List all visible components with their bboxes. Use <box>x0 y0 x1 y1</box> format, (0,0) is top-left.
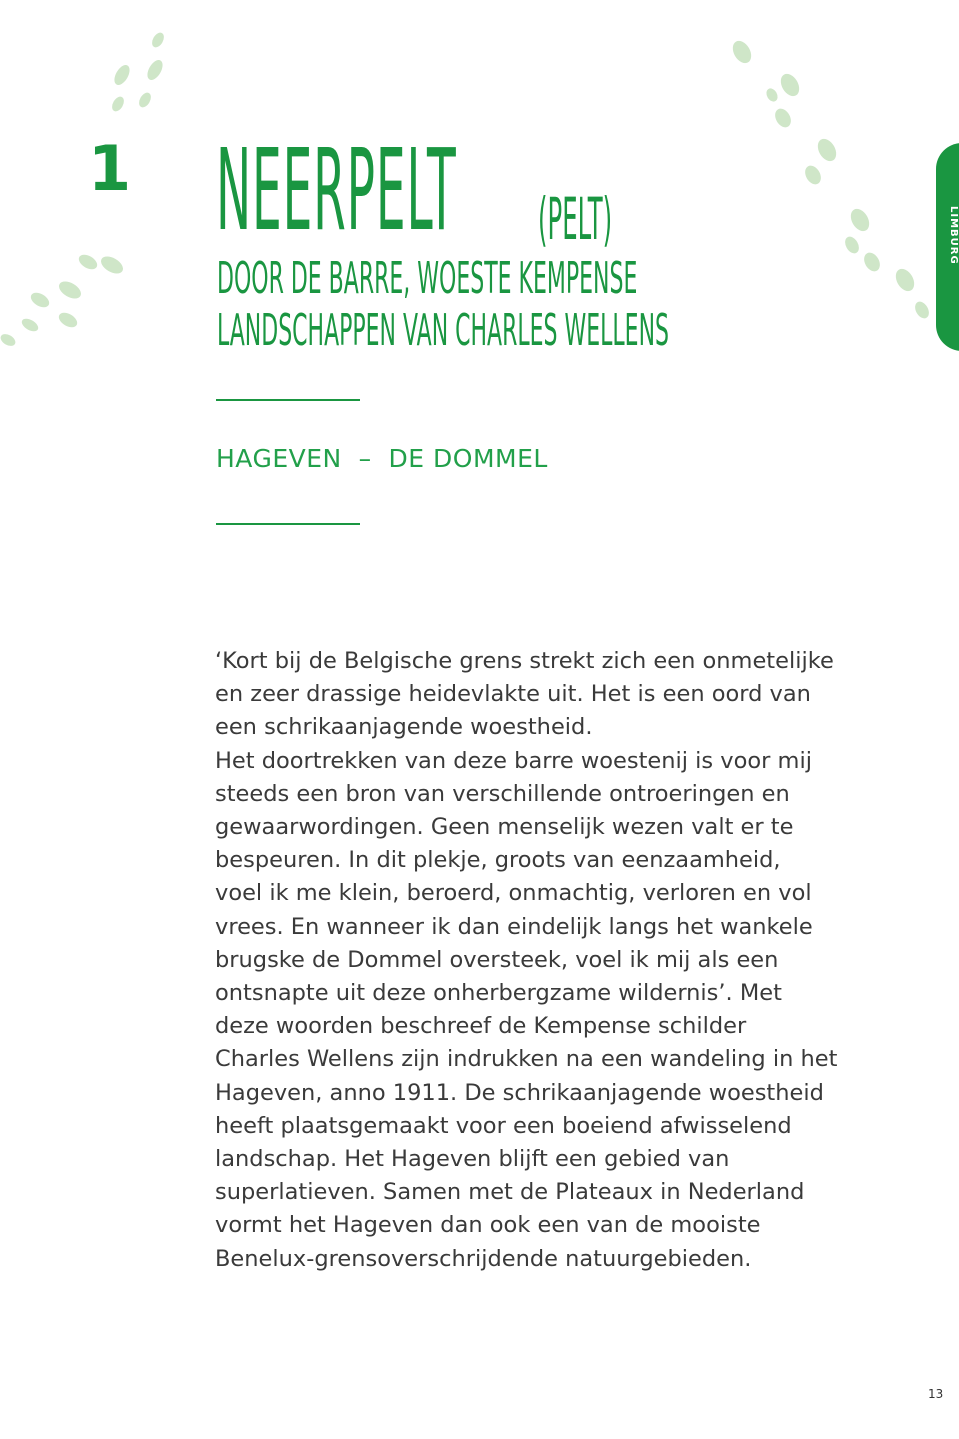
body-line: gewaarwordingen. Geen menselijk wezen valt er te <box>215 814 794 841</box>
body-line: en zeer drassige heidevlakte uit. Het is een oord van <box>215 681 811 708</box>
body-line: Benelux-grensoverschrijdende natuurgebieden. <box>215 1245 752 1272</box>
chapter-number: 1 <box>88 132 132 205</box>
page-number: 13 <box>928 1387 944 1401</box>
page-title-block <box>216 126 789 256</box>
subtitle-line: DOOR DE BARRE, WOESTE KEMPENSE <box>217 253 638 304</box>
subtitle <box>217 253 669 357</box>
page-title-suffix: (PELT) <box>538 185 613 253</box>
page-title: NEERPELT <box>216 126 457 256</box>
body-line: Het doortrekken van deze barre woestenij is voor mij <box>215 747 812 774</box>
side-tab-label: LIMBURG <box>948 206 959 265</box>
body-line: ‘Kort bij de Belgische grens strekt zich een onmetelijke <box>215 648 834 674</box>
body-line: vormt het Hageven dan ook een van de mooiste <box>215 1212 761 1239</box>
body-line: Charles Wellens zijn indrukken na een wandeling in het <box>215 1046 838 1073</box>
body-line: een schrikaanjagende woestheid. <box>215 714 593 741</box>
body-line: ontsnapte uit deze onherbergzame wildernis’. Met <box>215 980 782 1007</box>
divider-bottom <box>216 523 360 525</box>
subtitle-line: LANDSCHAPPEN VAN CHARLES WELLENS <box>217 305 669 356</box>
body-line: landschap. Het Hageven blijft een gebied van <box>215 1146 730 1173</box>
body-line: voel ik me klein, beroerd, onmachtig, verloren en vol <box>215 880 812 907</box>
body-line: Hageven, anno 1911. De schrikaanjagende woestheid <box>215 1079 824 1106</box>
body-line: brugske de Dommel oversteek, voel ik mij als een <box>215 946 779 973</box>
body-line: bespeuren. In dit plekje, groots van eenzaamheid, <box>215 847 781 874</box>
body-paragraph <box>215 645 915 1276</box>
body-line: steeds een bron van verschillende ontroeringen en <box>215 780 790 807</box>
divider-top <box>216 399 360 401</box>
route-label: HAGEVEN – DE DOMMEL <box>216 444 548 473</box>
body-line: superlatieven. Samen met de Plateaux in Nederland <box>215 1179 805 1206</box>
footprints-left-icon <box>0 31 166 349</box>
body-line: vrees. En wanneer ik dan eindelijk langs het wankele <box>215 913 813 940</box>
body-line: heeft plaatsgemaakt voor een boeiend afwisselend <box>215 1112 792 1139</box>
body-line: deze woorden beschreef de Kempense schilder <box>215 1013 747 1040</box>
